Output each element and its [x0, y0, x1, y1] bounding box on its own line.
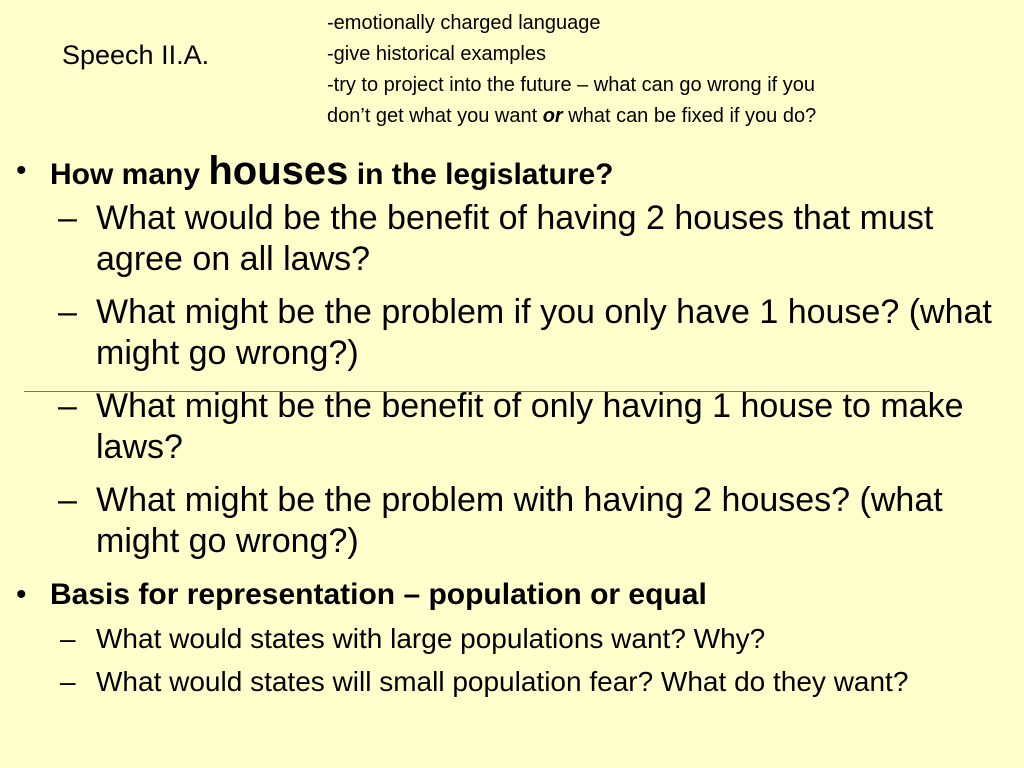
- bullet-marker: •: [16, 154, 27, 187]
- sub-bullet-item: [0, 198, 1006, 280]
- bullet-text: Basis for representation – population or equal: [50, 578, 707, 611]
- sub-bullet-text: What might be the problem with having 2 houses? (what might go wrong?): [96, 481, 943, 560]
- sub-bullet-item: [0, 620, 996, 658]
- dash-marker: –: [58, 199, 77, 237]
- sub-bullet-item: [0, 663, 996, 701]
- sub-bullet-text: What might be the benefit of only having 1 house to make laws?: [96, 387, 964, 466]
- note-line: -give historical examples: [327, 43, 546, 65]
- sub-bullet-text: What would be the benefit of having 2 houses that must agree on all laws?: [96, 199, 934, 278]
- dash-marker: –: [58, 293, 77, 331]
- note-line: -try to project into the future – what can go wrong if you: [327, 74, 816, 96]
- dash-marker: –: [58, 387, 77, 425]
- sub-bullet-text: What might be the problem if you only have 1 house? (what might go wrong?): [96, 293, 992, 372]
- sub-bullet-item: [0, 292, 1006, 374]
- bullet-text: in the legislature?: [348, 158, 614, 191]
- bullet-item: [0, 574, 1010, 616]
- bullet-emphasis: houses: [208, 149, 349, 193]
- speech-notes: [327, 8, 1017, 132]
- dash-marker: –: [60, 666, 76, 697]
- sub-bullet-text: What would states with large populations want? Why?: [96, 623, 766, 654]
- bullet-list: [0, 150, 1024, 701]
- bullet-marker: •: [16, 578, 27, 611]
- note-line: [327, 101, 1017, 132]
- note-text: what can be fixed if you do?: [562, 105, 817, 127]
- sub-bullet-item: [0, 480, 1006, 562]
- note-line: -emotionally charged language: [327, 12, 601, 34]
- bullet-text: How many: [50, 158, 209, 191]
- dash-marker: –: [60, 623, 76, 654]
- slide-title: Speech II.A.: [62, 40, 210, 70]
- sub-bullet-text: What would states will small population fear? What do they want?: [96, 666, 909, 697]
- dash-marker: –: [58, 481, 77, 519]
- note-text: don’t get what you want: [327, 105, 543, 127]
- bullet-item: [0, 150, 1010, 196]
- sub-bullet-item: [0, 386, 1006, 468]
- note-emphasis: or: [542, 105, 563, 127]
